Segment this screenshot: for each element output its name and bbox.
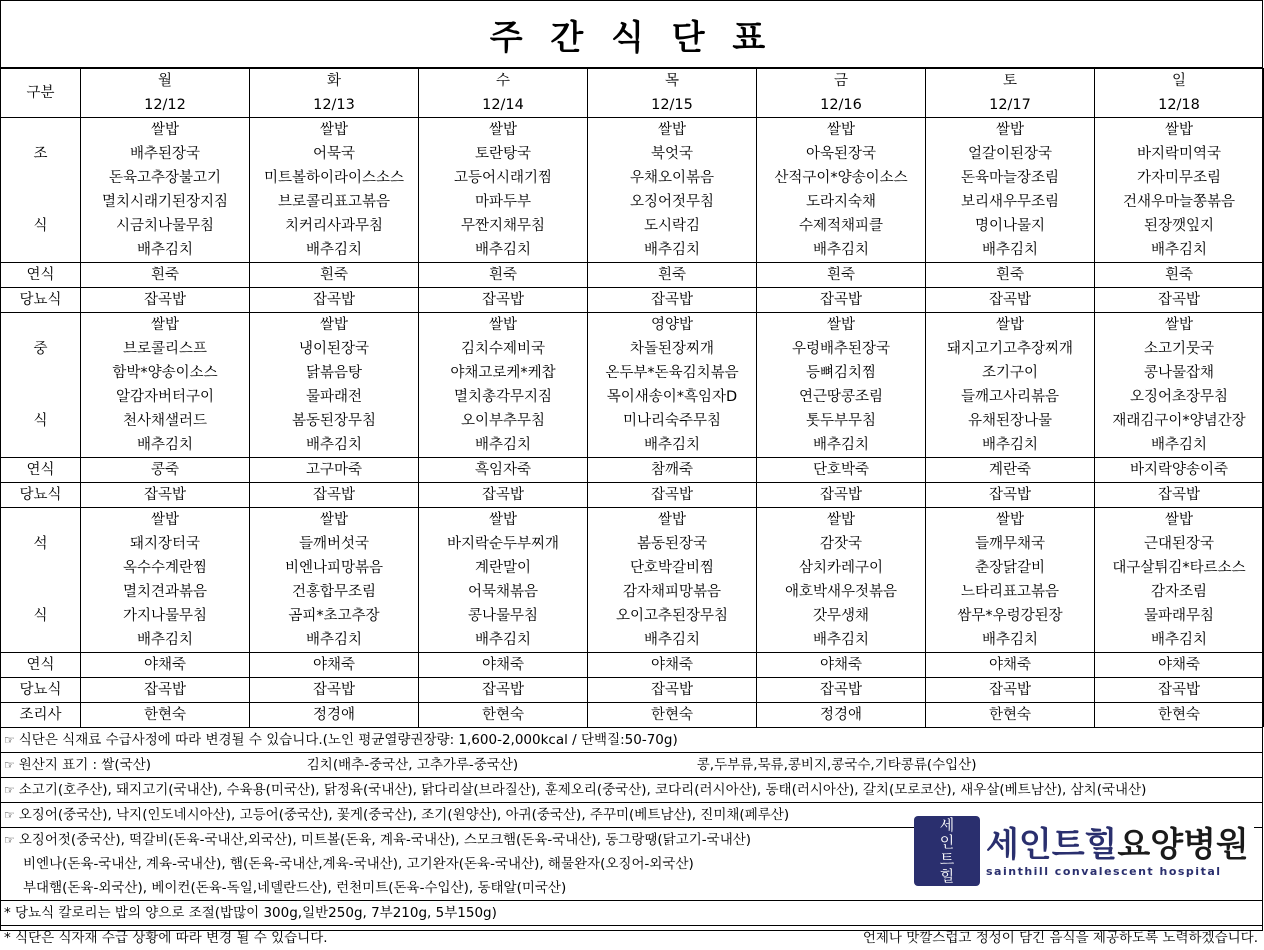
day-header: 금 [757,69,926,94]
lunch-dish: 톳두부무침 [757,409,926,433]
note-seafood-origin: ☞ 오징어(중국산), 낙지(인도네시아산), 고등어(중국산), 꽃게(중국산), 조기(원양산), 아귀(중국산), 주꾸미(베트남산), 진미채(페루산) [1,802,1262,827]
dinner-dish: 가지나물무침 [81,604,250,628]
dinner-dish: 쌀밥 [926,508,1095,533]
breakfast-soft-diet: 흰죽 [250,263,419,288]
breakfast-dish: 배추김치 [419,238,588,263]
breakfast-label [1,190,81,214]
breakfast-diabetic-diet: 잡곡밥 [1095,288,1264,313]
dinner-dish: 쌀밥 [1095,508,1264,533]
lunch-dish: 등뼈김치찜 [757,361,926,385]
lunch-dish: 봄동된장무침 [250,409,419,433]
breakfast-label: 조 [1,142,81,166]
breakfast-dish: 고등어시래기찜 [419,166,588,190]
lunch-dish: 영양밥 [588,313,757,338]
note-origin: ☞ 원산지 표기 : 쌀(국산) 김치(배추-중국산, 고추가루-중국산) 콩,두부류,묵류,콩비지,콩국수,기타콩류(수입산) [1,752,1262,777]
lunch-dish: 연근땅콩조림 [757,385,926,409]
date-header: 12/17 [926,93,1095,118]
breakfast-dish: 건새우마늘쫑볶음 [1095,190,1264,214]
logo-subtitle: sainthill convalescent hospital [986,864,1222,878]
note-processed-origin: ☞ 오징어젓(중국산), 떡갈비(돈육-국내산,외국산), 미트볼(돈육, 계육-국내산), 스모크햄(돈육-국내산), 동그랑땡(닭고기-국내산) [1,827,1262,852]
lunch-dish: 배추김치 [1095,433,1264,458]
dinner-label: 석 [1,532,81,556]
dinner-label [1,628,81,653]
breakfast-dish: 산적구이*양송이소스 [757,166,926,190]
dinner-dish: 배추김치 [81,628,250,653]
lunch-dish: 오징어초장무침 [1095,385,1264,409]
lunch-dish: 쌀밥 [250,313,419,338]
breakfast-diabetic-diet: 잡곡밥 [81,288,250,313]
logo-name: 세인트힐요양병원 [986,824,1249,865]
dinner-label: 식 [1,604,81,628]
lunch-dish: 쌀밥 [757,313,926,338]
soft-diet-label: 연식 [1,653,81,678]
lunch-soft-diet: 참깨죽 [588,458,757,483]
dinner-dish: 느타리표고볶음 [926,580,1095,604]
breakfast-dish: 멸치시래기된장지짐 [81,190,250,214]
lunch-dish: 유채된장나물 [926,409,1095,433]
dinner-soft-diet: 야채죽 [588,653,757,678]
lunch-dish: 알감자버터구이 [81,385,250,409]
dinner-dish: 계란말이 [419,556,588,580]
dinner-dish: 쌀밥 [250,508,419,533]
lunch-dish: 배추김치 [250,433,419,458]
footer-row [1,925,1262,950]
note-processed-origin-3: 부대햄(돈육-외국산), 베이컨(돈육-독일,네델란드산), 런천미트(돈육-수입산), 동태알(미국산) [23,880,567,896]
dinner-dish: 갓무생채 [757,604,926,628]
breakfast-label [1,238,81,263]
breakfast-dish: 북엇국 [588,142,757,166]
soft-diet-label: 연식 [1,263,81,288]
breakfast-dish: 배추김치 [1095,238,1264,263]
breakfast-dish: 쌀밥 [588,118,757,143]
note-meat-origin: ☞ 소고기(호주산), 돼지고기(국내산), 수육용(미국산), 닭정육(국내산), 닭다리살(브라질산), 훈제오리(중국산), 코다리(러시아산), 동태(러시아산), 갈치(모로코산), 새우살(베트남산), 삼치(국내산) [1,777,1262,802]
breakfast-dish: 시금치나물무침 [81,214,250,238]
cook-label: 조리사 [1,703,81,728]
breakfast-dish: 오징어젓무침 [588,190,757,214]
dinner-dish: 건홍합무조림 [250,580,419,604]
cook-name: 한현숙 [588,703,757,728]
breakfast-dish: 가자미무조림 [1095,166,1264,190]
lunch-dish: 콩나물잡채 [1095,361,1264,385]
breakfast-dish: 배추김치 [81,238,250,263]
lunch-dish: 물파래전 [250,385,419,409]
lunch-diabetic-diet: 잡곡밥 [250,483,419,508]
breakfast-dish: 돈육마늘장조림 [926,166,1095,190]
lunch-label: 식 [1,409,81,433]
note-processed-origin-2: 비엔나(돈육-국내산, 계육-국내산), 햄(돈육-국내산,계육-국내산), 고기완자(돈육-국내산), 해물완자(오징어-외국산) [23,856,694,872]
breakfast-dish: 쌀밥 [1095,118,1264,143]
dinner-diabetic-diet: 잡곡밥 [926,678,1095,703]
lunch-dish: 미나리숙주무침 [588,409,757,433]
dinner-label [1,556,81,580]
lunch-label [1,385,81,409]
lunch-dish: 김치수제비국 [419,337,588,361]
lunch-dish: 우렁배추된장국 [757,337,926,361]
dinner-dish: 배추김치 [419,628,588,653]
breakfast-dish: 마파두부 [419,190,588,214]
lunch-label [1,433,81,458]
dinner-dish: 콩나물무침 [419,604,588,628]
breakfast-dish: 쌀밥 [926,118,1095,143]
lunch-dish: 쌀밥 [419,313,588,338]
date-header: 12/18 [1095,93,1264,118]
breakfast-diabetic-diet: 잡곡밥 [757,288,926,313]
breakfast-dish: 배추김치 [926,238,1095,263]
breakfast-soft-diet: 흰죽 [419,263,588,288]
dinner-dish: 들깨무채국 [926,532,1095,556]
dinner-label [1,580,81,604]
cook-name: 정경애 [757,703,926,728]
lunch-label [1,361,81,385]
breakfast-dish: 배추김치 [250,238,419,263]
breakfast-dish: 도시락김 [588,214,757,238]
dinner-soft-diet: 야채죽 [419,653,588,678]
dinner-dish: 삼치카레구이 [757,556,926,580]
lunch-dish: 천사채샐러드 [81,409,250,433]
lunch-dish: 온두부*돈육김치볶음 [588,361,757,385]
breakfast-label [1,118,81,143]
dinner-dish: 감잣국 [757,532,926,556]
lunch-soft-diet: 흑임자죽 [419,458,588,483]
lunch-dish: 야채고로케*케찹 [419,361,588,385]
dinner-diabetic-diet: 잡곡밥 [419,678,588,703]
logo-mark: 세 인 트 힐 [914,816,980,886]
breakfast-dish: 쌀밥 [81,118,250,143]
breakfast-dish: 무짠지채무침 [419,214,588,238]
pointing-hand-icon: ☞ [4,833,15,847]
dinner-dish: 봄동된장국 [588,532,757,556]
breakfast-label [1,166,81,190]
note-diabetic-calorie: * 당뇨식 칼로리는 밥의 양으로 조절(밥많이 300g,일반250g, 7부210g, 5부150g) [1,900,1262,925]
dinner-label [1,508,81,533]
breakfast-dish: 토란탕국 [419,142,588,166]
dinner-dish: 배추김치 [926,628,1095,653]
dinner-soft-diet: 야채죽 [1095,653,1264,678]
dinner-diabetic-diet: 잡곡밥 [81,678,250,703]
diabetic-diet-label: 당뇨식 [1,288,81,313]
lunch-dish: 쌀밥 [1095,313,1264,338]
breakfast-dish: 배추김치 [588,238,757,263]
lunch-diabetic-diet: 잡곡밥 [419,483,588,508]
footer-right: 언제나 맛깔스럽고 정성이 담긴 음식을 제공하도록 노력하겠습니다. [862,930,1258,946]
pointing-hand-icon: ☞ [4,733,15,747]
lunch-diabetic-diet: 잡곡밥 [926,483,1095,508]
breakfast-diabetic-diet: 잡곡밥 [926,288,1095,313]
lunch-dish: 함박*양송이소스 [81,361,250,385]
breakfast-dish: 명이나물지 [926,214,1095,238]
breakfast-dish: 치커리사과무침 [250,214,419,238]
dinner-dish: 쌈무*우렁강된장 [926,604,1095,628]
dinner-soft-diet: 야채죽 [81,653,250,678]
dinner-dish: 배추김치 [250,628,419,653]
cook-name: 정경애 [250,703,419,728]
breakfast-dish: 쌀밥 [250,118,419,143]
dinner-dish: 돼지장터국 [81,532,250,556]
dinner-soft-diet: 야채죽 [926,653,1095,678]
lunch-soft-diet: 계란죽 [926,458,1095,483]
breakfast-dish: 배추김치 [757,238,926,263]
dinner-dish: 배추김치 [1095,628,1264,653]
dinner-dish: 춘장닭갈비 [926,556,1095,580]
breakfast-diabetic-diet: 잡곡밥 [588,288,757,313]
lunch-dish: 배추김치 [588,433,757,458]
lunch-dish: 배추김치 [419,433,588,458]
lunch-dish: 배추김치 [926,433,1095,458]
breakfast-dish: 쌀밥 [757,118,926,143]
dinner-dish: 배추김치 [588,628,757,653]
diabetic-diet-label: 당뇨식 [1,483,81,508]
dinner-dish: 비엔나피망볶음 [250,556,419,580]
cook-name: 한현숙 [419,703,588,728]
day-header: 화 [250,69,419,94]
dinner-dish: 멸치견과볶음 [81,580,250,604]
date-header: 12/15 [588,93,757,118]
cook-name: 한현숙 [81,703,250,728]
breakfast-dish: 된장깻잎지 [1095,214,1264,238]
breakfast-dish: 아욱된장국 [757,142,926,166]
dinner-diabetic-diet: 잡곡밥 [588,678,757,703]
pointing-hand-icon: ☞ [4,808,15,822]
day-header: 토 [926,69,1095,94]
breakfast-dish: 우채오이볶음 [588,166,757,190]
dinner-diabetic-diet: 잡곡밥 [1095,678,1264,703]
date-header: 12/13 [250,93,419,118]
breakfast-dish: 쌀밥 [419,118,588,143]
dinner-dish: 근대된장국 [1095,532,1264,556]
breakfast-dish: 배추된장국 [81,142,250,166]
lunch-soft-diet: 콩죽 [81,458,250,483]
dinner-dish: 대구살튀김*타르소스 [1095,556,1264,580]
dinner-dish: 감자채피망볶음 [588,580,757,604]
dinner-dish: 쌀밥 [419,508,588,533]
breakfast-dish: 얼갈이된장국 [926,142,1095,166]
lunch-dish: 들깨고사리볶음 [926,385,1095,409]
cook-name: 한현숙 [1095,703,1264,728]
breakfast-dish: 도라지숙채 [757,190,926,214]
menu-table [0,68,1264,727]
lunch-diabetic-diet: 잡곡밥 [1095,483,1264,508]
cook-name: 한현숙 [926,703,1095,728]
lunch-soft-diet: 바지락양송이죽 [1095,458,1264,483]
dinner-dish: 옥수수계란찜 [81,556,250,580]
dinner-dish: 오이고추된장무침 [588,604,757,628]
lunch-dish: 배추김치 [757,433,926,458]
dinner-dish: 쌀밥 [588,508,757,533]
dinner-dish: 애호박새우젓볶음 [757,580,926,604]
header-label: 구분 [1,69,81,118]
breakfast-soft-diet: 흰죽 [1095,263,1264,288]
breakfast-dish: 돈육고추장불고기 [81,166,250,190]
breakfast-soft-diet: 흰죽 [81,263,250,288]
day-header: 수 [419,69,588,94]
lunch-soft-diet: 고구마죽 [250,458,419,483]
lunch-label [1,313,81,338]
lunch-diabetic-diet: 잡곡밥 [757,483,926,508]
lunch-dish: 브로콜리스프 [81,337,250,361]
date-header: 12/16 [757,93,926,118]
breakfast-dish: 어묵국 [250,142,419,166]
day-header: 목 [588,69,757,94]
dinner-dish: 쌀밥 [81,508,250,533]
lunch-dish: 쌀밥 [926,313,1095,338]
hospital-logo [914,813,1254,889]
lunch-soft-diet: 단호박죽 [757,458,926,483]
day-header: 일 [1095,69,1264,94]
breakfast-dish: 미트볼하이라이스소스 [250,166,419,190]
dinner-dish: 물파래무침 [1095,604,1264,628]
dinner-diabetic-diet: 잡곡밥 [757,678,926,703]
lunch-dish: 오이부추무침 [419,409,588,433]
lunch-diabetic-diet: 잡곡밥 [81,483,250,508]
breakfast-dish: 브로콜리표고볶음 [250,190,419,214]
dinner-dish: 배추김치 [757,628,926,653]
lunch-diabetic-diet: 잡곡밥 [588,483,757,508]
breakfast-diabetic-diet: 잡곡밥 [419,288,588,313]
note-change: ☞ 식단은 식재료 수급사정에 따라 변경될 수 있습니다.(노인 평균열량권장량: 1,600-2,000kcal / 단백질:50-70g) [1,727,1262,752]
breakfast-soft-diet: 흰죽 [757,263,926,288]
breakfast-dish: 바지락미역국 [1095,142,1264,166]
dinner-soft-diet: 야채죽 [250,653,419,678]
page-title: 주 간 식 단 표 [1,1,1262,68]
dinner-dish: 쌀밥 [757,508,926,533]
lunch-dish: 재래김구이*양념간장 [1095,409,1264,433]
breakfast-dish: 보리새우무조림 [926,190,1095,214]
footer-left: * 식단은 식자재 수급 상황에 따라 변경 될 수 있습니다. [4,930,328,946]
breakfast-label: 식 [1,214,81,238]
diabetic-diet-label: 당뇨식 [1,678,81,703]
breakfast-dish: 수제적채피클 [757,214,926,238]
day-header: 월 [81,69,250,94]
lunch-dish: 멸치총각무지짐 [419,385,588,409]
pointing-hand-icon: ☞ [4,758,15,772]
logo-text [986,825,1249,878]
lunch-label: 중 [1,337,81,361]
date-header: 12/14 [419,93,588,118]
breakfast-diabetic-diet: 잡곡밥 [250,288,419,313]
lunch-dish: 배추김치 [81,433,250,458]
dinner-diabetic-diet: 잡곡밥 [250,678,419,703]
lunch-dish: 냉이된장국 [250,337,419,361]
dinner-dish: 단호박갈비찜 [588,556,757,580]
soft-diet-label: 연식 [1,458,81,483]
pointing-hand-icon: ☞ [4,783,15,797]
date-header: 12/12 [81,93,250,118]
dinner-dish: 들깨버섯국 [250,532,419,556]
dinner-dish: 어묵채볶음 [419,580,588,604]
dinner-dish: 곰피*초고추장 [250,604,419,628]
breakfast-soft-diet: 흰죽 [588,263,757,288]
lunch-dish: 목이새송이*흑임자D [588,385,757,409]
lunch-dish: 닭볶음탕 [250,361,419,385]
lunch-dish: 쌀밥 [81,313,250,338]
lunch-dish: 돼지고기고추장찌개 [926,337,1095,361]
lunch-dish: 소고기뭇국 [1095,337,1264,361]
lunch-dish: 조기구이 [926,361,1095,385]
breakfast-soft-diet: 흰죽 [926,263,1095,288]
dinner-dish: 바지락순두부찌개 [419,532,588,556]
lunch-dish: 차돌된장찌개 [588,337,757,361]
dinner-soft-diet: 야채죽 [757,653,926,678]
dinner-dish: 감자조림 [1095,580,1264,604]
